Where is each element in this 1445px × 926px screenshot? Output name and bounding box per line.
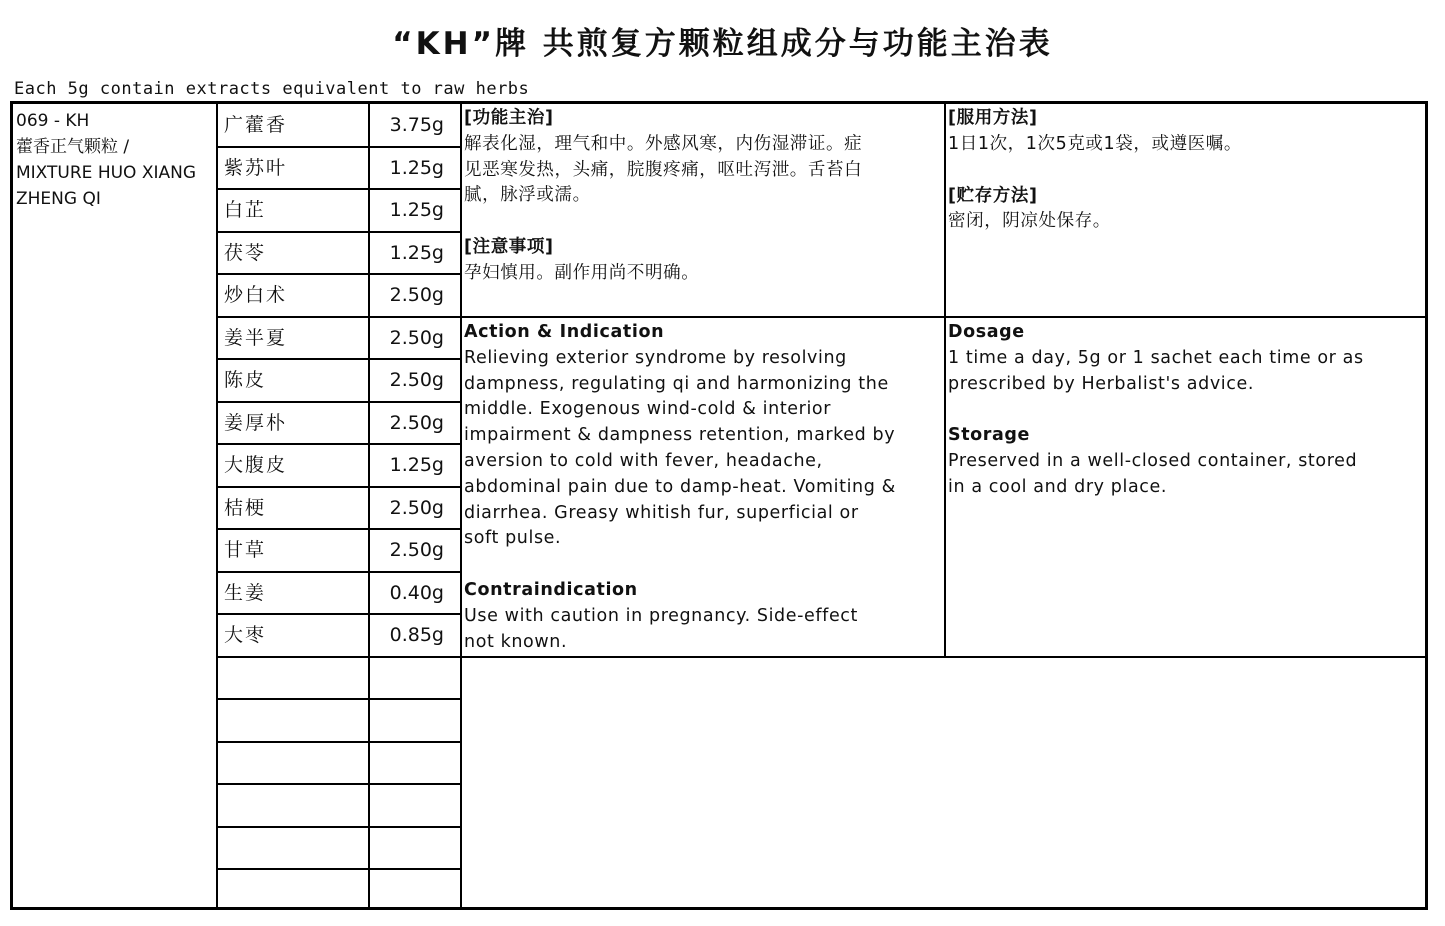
en-action-line: aversion to cold with fever, headache,	[464, 450, 823, 471]
en-action-block	[464, 320, 942, 656]
row-divider	[218, 783, 460, 785]
en-action-line: diarrhea. Greasy whitish fur, superficial or	[464, 502, 859, 523]
herb-dose: 1.25g	[389, 454, 444, 476]
en-action-line: abdominal pain due to damp-heat. Vomiting &	[464, 476, 896, 497]
zh-caution-text: 孕妇慎用。副作用尚不明确。	[464, 262, 700, 283]
herb-name: 紫苏叶	[224, 156, 288, 179]
product-name-en-2: ZHENG QI	[16, 189, 101, 209]
product-name-zh: 藿香正气颗粒 /	[16, 137, 130, 157]
product-name-cell	[16, 108, 216, 212]
herb-name: 甘草	[224, 539, 267, 561]
herb-dose: 1.25g	[389, 156, 444, 179]
en-dosage-line: prescribed by Herbalist's advice.	[948, 373, 1255, 394]
zh-function-block	[464, 106, 942, 287]
herb-name: 陈皮	[224, 369, 267, 391]
zh-usage-block	[948, 106, 1426, 235]
herb-dose: 2.50g	[389, 496, 444, 519]
herb-name: 姜半夏	[224, 326, 288, 349]
zh-function-line: 解表化湿，理气和中。外感风寒，内伤湿滞证。症	[464, 133, 863, 154]
herb-dose: 1.25g	[389, 199, 444, 221]
en-action-heading: Action & Indication	[464, 322, 665, 342]
en-dosage-block	[948, 320, 1426, 501]
herb-dose: 2.50g	[389, 284, 444, 306]
zh-caution-heading: [注意事项]	[464, 237, 554, 258]
zh-usage-heading: [服用方法]	[948, 108, 1038, 128]
en-storage-line: Preserved in a well-closed container, stored	[948, 451, 1358, 472]
herb-dose: 3.75g	[389, 114, 444, 136]
product-code: 069 - KH	[16, 111, 90, 131]
herb-dose: 0.85g	[389, 624, 444, 646]
en-dosage-line: 1 time a day, 5g or 1 sachet each time or as	[948, 347, 1364, 368]
herb-dose: 2.50g	[389, 539, 444, 561]
herb-dose: 2.50g	[389, 326, 444, 349]
en-action-line: dampness, regulating qi and harmonizing the	[464, 373, 889, 394]
en-contra-line: Use with caution in pregnancy. Side-effect	[464, 605, 858, 626]
en-storage-line: in a cool and dry place.	[948, 476, 1168, 497]
zh-storage-heading: [贮存方法]	[948, 185, 1038, 206]
herb-dose: 2.50g	[389, 411, 444, 434]
divider	[462, 656, 1428, 658]
en-action-line: impairment & dampness retention, marked by	[464, 425, 896, 446]
herb-name: 桔梗	[224, 496, 267, 519]
zh-function-heading: [功能主治]	[464, 108, 554, 128]
row-divider	[218, 826, 460, 828]
herb-name: 姜厚朴	[224, 411, 288, 434]
herb-dose: 0.40g	[389, 581, 444, 604]
zh-function-line: 见恶寒发热，头痛，脘腹疼痛，呕吐泻泄。舌苔白	[464, 159, 863, 180]
zh-storage-text: 密闭，阴凉处保存。	[948, 211, 1111, 232]
product-name-en: MIXTURE HUO XIANG	[16, 163, 197, 183]
formula-table	[10, 101, 1428, 910]
divider	[944, 104, 946, 656]
divider	[462, 316, 1428, 318]
herb-dose: 2.50g	[389, 369, 444, 391]
herb-dose: 1.25g	[389, 241, 444, 264]
herb-name: 生姜	[224, 581, 267, 604]
herb-name: 炒白术	[224, 284, 288, 306]
subtitle: Each 5g contain extracts equivalent to raw herbs	[14, 79, 530, 99]
zh-usage-text: 1日1次，1次5克或1袋，或遵医嘱。	[948, 133, 1242, 154]
herb-name: 大枣	[224, 624, 267, 646]
herb-name: 茯苓	[224, 241, 267, 264]
en-contra-line: not known.	[464, 631, 568, 652]
en-contra-heading: Contraindication	[464, 580, 638, 601]
en-action-line: Relieving exterior syndrome by resolving	[464, 347, 847, 368]
en-action-line: middle. Exogenous wind-cold & interior	[464, 399, 832, 420]
herb-name: 白芷	[224, 199, 267, 221]
en-action-line: soft pulse.	[464, 528, 562, 549]
page-title: “KH”牌 共煎复方颗粒组成分与功能主治表	[392, 26, 1053, 62]
row-divider	[218, 868, 460, 870]
herb-name: 广藿香	[224, 114, 288, 136]
herb-name: 大腹皮	[224, 454, 288, 476]
zh-function-line: 腻，脉浮或濡。	[464, 185, 591, 206]
row-divider	[218, 741, 460, 743]
en-storage-heading: Storage	[948, 425, 1031, 446]
row-divider	[218, 698, 460, 700]
divider	[460, 104, 462, 907]
en-dosage-heading: Dosage	[948, 322, 1025, 342]
